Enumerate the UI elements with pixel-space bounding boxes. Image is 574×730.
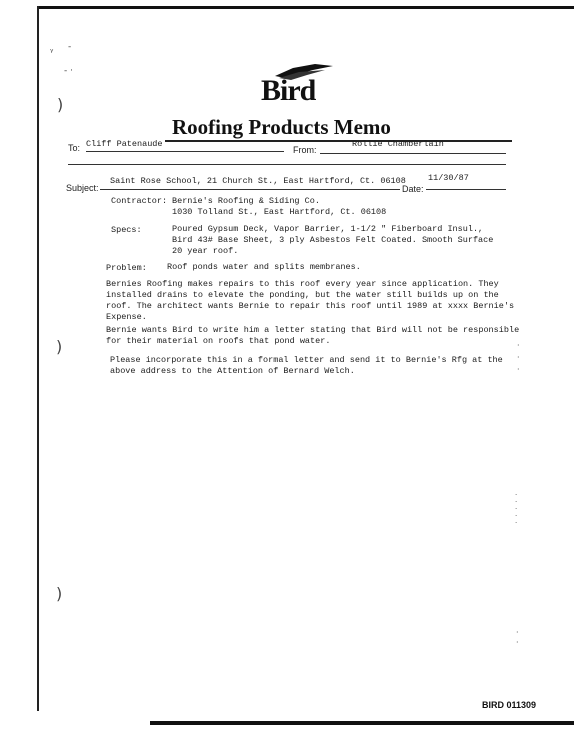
- scan-speck: · · ·: [517, 341, 520, 374]
- paragraph-line: Bernie wants Bird to write him a letter stating that Bird will not be responsible: [106, 325, 520, 335]
- scan-speck: -: [68, 42, 72, 52]
- contractor-line-2: 1030 Tolland St., East Hartford, Ct. 06108: [172, 207, 387, 217]
- specs-line-3: 20 year roof.: [172, 246, 239, 256]
- date-value: 11/30/87: [428, 173, 469, 183]
- bird-logo: [255, 62, 335, 108]
- paragraph-repairs: [106, 279, 514, 323]
- problem-text: Roof ponds water and splits membranes.: [167, 262, 361, 272]
- date-label: Date:: [402, 184, 424, 194]
- specs-line-2: Bird 43# Base Sheet, 3 ply Asbestos Felt Coated. Smooth Surface: [172, 235, 494, 245]
- contractor-label: Contractor:: [111, 196, 168, 206]
- scan-speck: - ·: [64, 66, 73, 76]
- title-rule: [165, 140, 512, 142]
- contractor-line-1: Bernie's Roofing & Siding Co.: [172, 196, 320, 206]
- paragraph-line: above address to the Attention of Bernard Welch.: [110, 366, 355, 376]
- bates-number: BIRD 011309: [482, 700, 537, 710]
- subject-value: Saint Rose School, 21 Church St., East Hartford, Ct. 06108: [110, 176, 406, 186]
- paragraph-line: installed drains to elevate the ponding, but the water still builds up on the: [106, 290, 499, 300]
- scan-border-top: [38, 6, 574, 9]
- memo-title: Roofing Products Memo: [172, 115, 391, 139]
- scan-speck: ᵞ: [50, 48, 54, 58]
- subject-line: [100, 189, 400, 190]
- hole-punch-mark: ): [57, 95, 64, 114]
- subject-label: Subject:: [66, 183, 99, 193]
- specs-label: Specs:: [111, 225, 142, 235]
- date-line: [426, 189, 506, 190]
- bird-logo-text: Bird: [261, 74, 316, 107]
- paragraph-line: Bernies Roofing makes repairs to this roof every year since application. They: [106, 279, 499, 289]
- to-line: [86, 151, 284, 152]
- problem-label: Problem:: [106, 263, 147, 273]
- hole-punch-mark: ): [56, 337, 63, 356]
- hole-punch-mark: ): [56, 584, 63, 603]
- from-label: From:: [293, 145, 317, 155]
- specs-line-1: Poured Gypsum Deck, Vapor Barrier, 1-1/2 " Fiberboard Insul.,: [172, 224, 484, 234]
- from-line: [320, 153, 506, 154]
- paragraph-line: Please incorporate this in a formal letter and send it to Bernie's Rfg at the: [110, 355, 503, 365]
- scan-speck: · ·: [516, 628, 519, 647]
- paragraph-line: Expense.: [106, 312, 147, 322]
- scan-speck: · · · · ·: [515, 491, 518, 527]
- to-value: Cliff Patenaude: [86, 139, 163, 149]
- paragraph-instructions: [110, 355, 503, 377]
- to-label: To:: [68, 143, 81, 153]
- form-line: [68, 164, 506, 165]
- paragraph-letter-request: [106, 325, 519, 347]
- scan-border-bottom: [150, 721, 574, 725]
- scan-border-left: [37, 6, 39, 711]
- paragraph-line: roof. The architect wants Bernie to repair this roof until 1989 at xxxx Bernie's: [106, 301, 515, 311]
- paragraph-line: for their material on roofs that pond water.: [106, 336, 331, 346]
- from-value: Rollie Chamberlain: [352, 139, 444, 149]
